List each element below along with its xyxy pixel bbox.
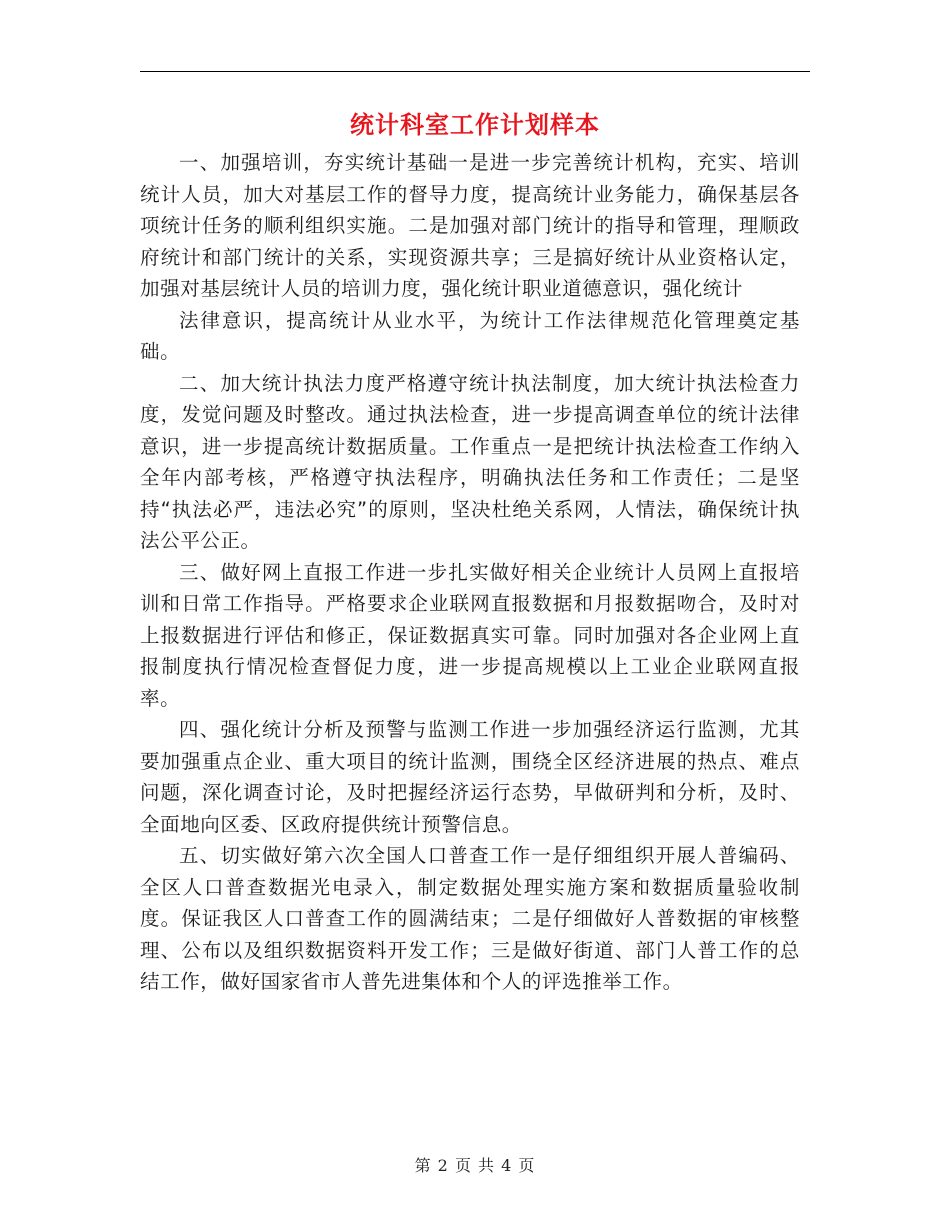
paragraph-5: 四、强化统计分析及预警与监测工作进一步加强经济运行监测，尤其要加强重点企业、重大项目的统计监测，围绕全区经济进展的热点、难点问题，深化调查讨论，及时把握经济运行态势，早做研判和分析，及时、全面地向区委、区政府提供统计预警信息。 bbox=[140, 718, 800, 836]
document-title: 统计科室工作计划样本 bbox=[350, 111, 600, 139]
paragraph-1: 一、加强培训，夯实统计基础一是进一步完善统计机构，充实、培训统计人员，加大对基层工作的督导力度，提高统计业务能力，确保基层各项统计任务的顺利组织实施。二是加强对部门统计的指导和管理，理顺政府统计和部门统计的关系，实现资源共享；三是搞好统计从业资格认定，加强对基层统计人员的培训力度，强化统计职业道德意识，强化统计 bbox=[140, 151, 800, 300]
header-rule bbox=[140, 71, 810, 72]
paragraph-4: 三、做好网上直报工作进一步扎实做好相关企业统计人员网上直报培训和日常工作指导。严格要求企业联网直报数据和月报数据吻合，及时对上报数据进行评估和修正，保证数据真实可靠。同时加强对各企业网上直报制度执行情况检查督促力度，进一步提高规模以上工业企业联网直报率。 bbox=[140, 560, 800, 710]
document-body bbox=[140, 147, 800, 998]
paragraph-3: 二、加大统计执法力度严格遵守统计执法制度，加大统计执法检查力度，发觉问题及时整改。通过执法检查，进一步提高调查单位的统计法律意识，进一步提高统计数据质量。工作重点一是把统计执法检查工作纳入全年内部考核，严格遵守执法程序，明确执法任务和工作责任；二是坚持“执法必严，违法必究”的原则，坚决杜绝关系网，人情法，确保统计执法公平公正。 bbox=[140, 371, 800, 552]
paragraph-2: 法律意识，提高统计从业水平，为统计工作法律规范化管理奠定基础。 bbox=[140, 308, 800, 363]
page-number: 第 2 页 共 4 页 bbox=[414, 1156, 536, 1175]
paragraph-6: 五、切实做好第六次全国人口普查工作一是仔细组织开展人普编码、全区人口普查数据光电录入，制定数据处理实施方案和数据质量验收制度。保证我区人口普查工作的圆满结束；二是仔细做好人普数据的审核整理、公布以及组织数据资料开发工作；三是做好街道、部门人普工作的总结工作，做好国家省市人普先进集体和个人的评选推举工作。 bbox=[140, 844, 800, 993]
